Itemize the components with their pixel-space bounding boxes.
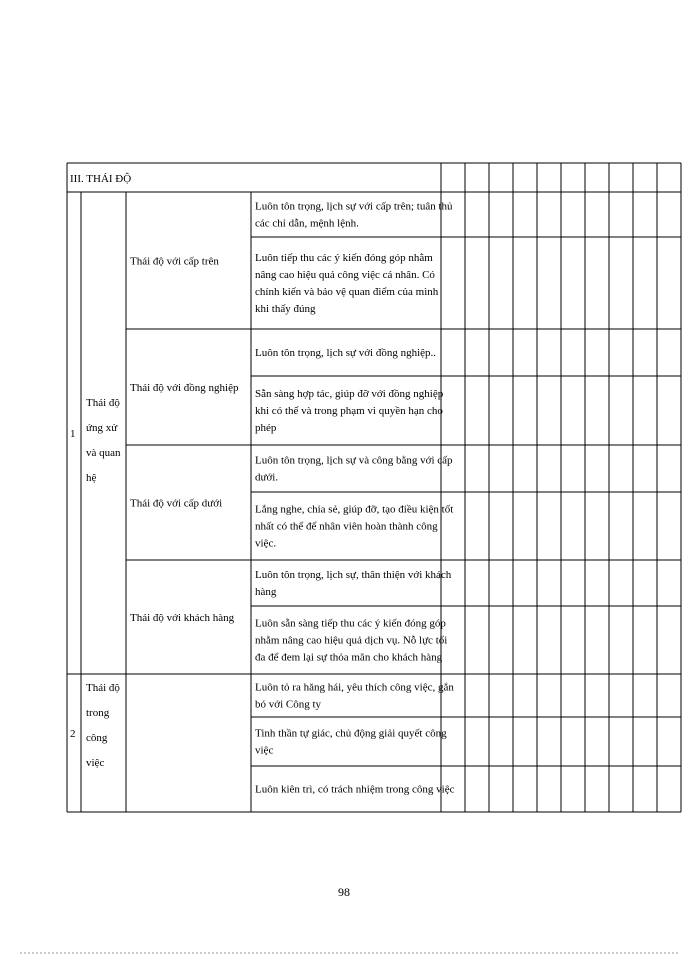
group-title-line: và quan — [86, 447, 121, 459]
criteria-item-line: bó với Công ty — [255, 698, 322, 711]
criteria-item-line: Luôn tỏ ra hăng hái, yêu thích công việc, gắn — [255, 681, 454, 694]
criteria-item-line: Sẵn sàng hợp tác, giúp đỡ với đồng nghiệp — [255, 388, 444, 400]
group-title-line: ứng xử — [86, 422, 118, 434]
subgroup-label: Thái độ với đồng nghiệp — [130, 382, 239, 394]
criteria-item-line: chính kiến và bảo vệ quan điểm của mình — [255, 286, 439, 298]
criteria-item-line: Luôn tôn trọng, lịch sự, thân thiện với khách — [255, 569, 452, 581]
criteria-item-line: nhất có thể để nhân viên hoàn thành công — [255, 520, 438, 533]
criteria-item-line: Luôn tôn trọng, lịch sự với cấp trên; tuân thủ — [255, 200, 453, 213]
criteria-item-line: nâng cao hiệu quả công việc cá nhân. Có — [255, 269, 435, 281]
criteria-item-line: Luôn sẵn sàng tiếp thu các ý kiến đóng góp — [255, 617, 446, 630]
page-number: 98 — [338, 885, 350, 899]
subgroup-label: Thái độ với cấp dưới — [130, 497, 223, 510]
subgroup-label: Thái độ với khách hàng — [130, 612, 235, 624]
criteria-item-line: dưới. — [255, 471, 279, 484]
criteria-item-line: Tinh thần tự giác, chủ động giải quyết công — [255, 727, 447, 740]
criteria-item-line: các chỉ dẫn, mệnh lệnh. — [255, 217, 359, 230]
group-number: 2 — [70, 728, 76, 740]
subgroup-label: Thái độ với cấp trên — [130, 255, 219, 268]
criteria-item-line: việc — [255, 744, 274, 757]
criteria-item-line: khi thấy đúng — [255, 303, 316, 315]
criteria-item-line: Luôn kiên trì, có trách nhiệm trong công việc — [255, 783, 455, 796]
evaluation-table-text — [70, 173, 455, 796]
criteria-item-line: phép — [255, 422, 277, 434]
group-title-line: việc — [86, 757, 105, 769]
group-title-line: công — [86, 732, 108, 744]
group-title-line: hệ — [86, 472, 97, 484]
criteria-item-line: khi có thể và trong phạm vi quyền hạn cho — [255, 405, 443, 417]
section-header: III. THÁI ĐỘ — [70, 173, 132, 185]
group-number: 1 — [70, 428, 76, 440]
criteria-item-line: việc. — [255, 537, 277, 550]
criteria-item-line: Lắng nghe, chia sẻ, giúp đỡ, tạo điều kiện tốt — [255, 503, 454, 516]
criteria-item-line: hàng — [255, 586, 277, 598]
group-title-line: trong — [86, 707, 110, 719]
criteria-item-line: Luôn tôn trọng, lịch sự và công bằng với cấp — [255, 454, 453, 467]
group-title-line: Thái độ — [86, 397, 120, 409]
criteria-item-line: Luôn tiếp thu các ý kiến đóng góp nhằm — [255, 252, 433, 264]
criteria-item-line: đa để đem lại sự thỏa mãn cho khách hàng — [255, 651, 443, 664]
group-title-line: Thái độ — [86, 682, 120, 694]
criteria-item-line: nhằm nâng cao hiệu quả dịch vụ. Nỗ lực tối — [255, 634, 448, 647]
criteria-item-line: Luôn tôn trọng, lịch sự với đồng nghiệp.. — [255, 347, 437, 359]
